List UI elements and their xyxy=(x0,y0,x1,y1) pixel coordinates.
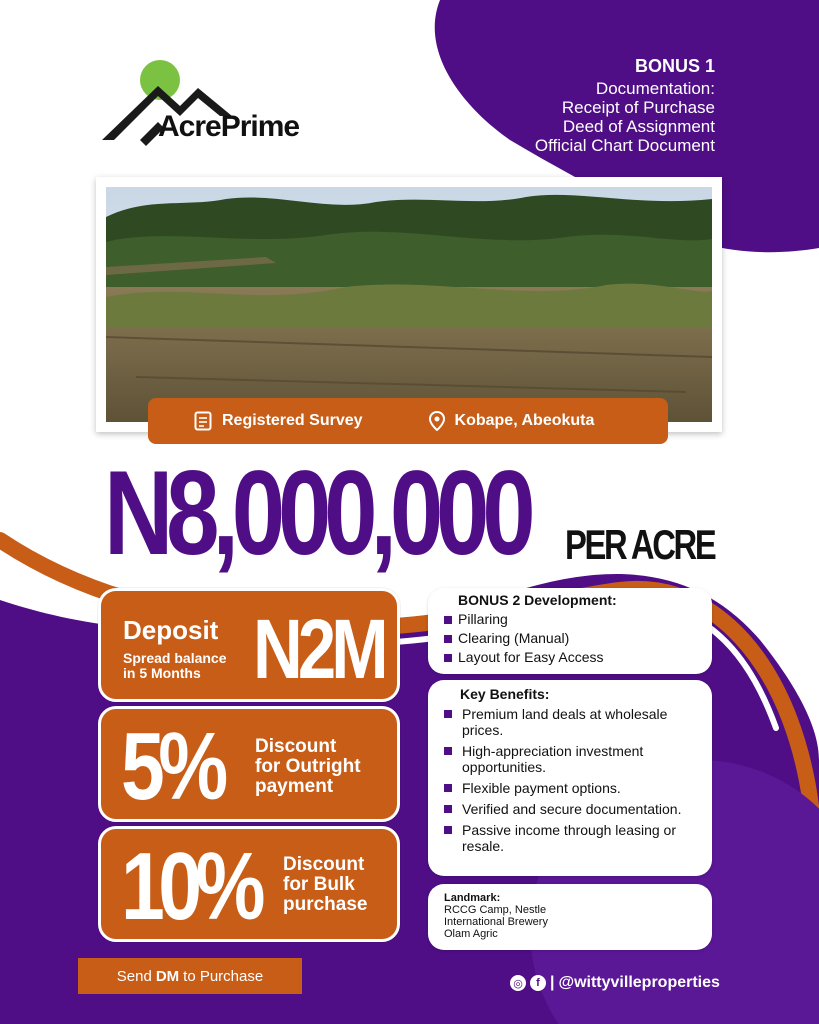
brand-name: AcrePrime xyxy=(158,110,300,143)
price-unit: PER ACRE xyxy=(565,521,715,568)
bullet-square-icon xyxy=(444,784,452,792)
list-item-text: Flexible payment options. xyxy=(462,780,621,796)
cta-bold: DM xyxy=(155,967,180,985)
deposit-label: Deposit xyxy=(123,615,219,645)
list-item xyxy=(444,706,702,738)
bonus1-line: Deed of Assignment xyxy=(562,117,715,136)
location-label: Kobape, Abeokuta xyxy=(454,412,595,429)
social-handle[interactable]: @wittyvilleproperties xyxy=(558,974,720,991)
landmark-card xyxy=(428,884,712,950)
list-item xyxy=(444,648,702,667)
bonus1-line: Receipt of Purchase xyxy=(561,98,715,117)
discount-line: purchase xyxy=(283,894,368,915)
deposit-note xyxy=(123,651,227,681)
deposit-note-line: in 5 Months xyxy=(123,665,201,681)
discount-description xyxy=(255,737,361,797)
cta-prefix: Send xyxy=(116,967,152,985)
outright-discount-box xyxy=(98,706,400,822)
discount-line: for Bulk xyxy=(283,874,355,895)
key-benefits-title: Key Benefits: xyxy=(460,686,550,702)
land-photo xyxy=(106,187,712,422)
social-separator: | xyxy=(550,974,555,991)
document-icon xyxy=(194,411,212,431)
list-item-text: Layout for Easy Access xyxy=(458,649,604,665)
list-item xyxy=(444,822,702,854)
deposit-amount: N2M xyxy=(253,602,384,696)
bonus1-line: Official Chart Document xyxy=(534,136,715,155)
location-pin-icon xyxy=(429,411,445,431)
list-item xyxy=(444,743,702,775)
discount-line: payment xyxy=(255,776,334,797)
list-item-text: High-appreciation investment opportunities. xyxy=(462,743,644,775)
landmark-title: Landmark: xyxy=(444,892,501,904)
discount-line: Discount xyxy=(255,736,337,757)
discount-description xyxy=(283,855,367,915)
survey-item xyxy=(194,411,363,431)
discount-line: for Outright xyxy=(255,756,361,777)
cta-suffix: to Purchase xyxy=(183,967,264,985)
list-item xyxy=(444,610,702,629)
survey-label: Registered Survey xyxy=(222,412,363,429)
bullet-square-icon xyxy=(444,635,452,643)
list-item-text: Pillaring xyxy=(458,611,508,627)
bonus1-title: BONUS 1 xyxy=(634,56,715,76)
discount-percent: 5% xyxy=(121,713,222,820)
bulk-discount-box xyxy=(98,826,400,942)
list-item-text: Premium land deals at wholesale prices. xyxy=(462,706,668,738)
discount-percent: 10% xyxy=(121,833,259,940)
list-item-text: Clearing (Manual) xyxy=(458,630,570,646)
bullet-square-icon xyxy=(444,747,452,755)
list-item-text: Passive income through leasing or resale. xyxy=(462,822,677,854)
brand-logo xyxy=(100,58,320,148)
landmark-line: International Brewery xyxy=(444,916,548,928)
social-handle-row xyxy=(510,974,720,992)
bonus1-block xyxy=(535,56,715,155)
bullet-square-icon xyxy=(444,826,452,834)
facebook-icon[interactable]: f xyxy=(530,975,546,991)
bonus2-card xyxy=(428,588,712,674)
list-item xyxy=(444,780,702,796)
deposit-box xyxy=(98,588,400,702)
key-benefits-card xyxy=(428,680,712,876)
bullet-square-icon xyxy=(444,616,452,624)
landmark-line: RCCG Camp, Nestle xyxy=(444,904,547,916)
location-item xyxy=(429,411,595,431)
price-amount: N8,000,000 xyxy=(104,446,529,580)
send-dm-button[interactable] xyxy=(78,958,302,994)
discount-line: Discount xyxy=(283,854,365,875)
deposit-note-line: Spread balance xyxy=(123,650,227,666)
info-bar xyxy=(148,398,668,444)
bonus1-line: Documentation: xyxy=(595,79,715,98)
bullet-square-icon xyxy=(444,805,452,813)
landmark-line: Olam Agric xyxy=(444,928,498,940)
land-photo-frame xyxy=(96,177,722,432)
instagram-icon[interactable]: ◎ xyxy=(510,975,526,991)
list-item-text: Verified and secure documentation. xyxy=(462,801,682,817)
bonus2-title: BONUS 2 Development: xyxy=(458,592,617,608)
list-item xyxy=(444,801,702,817)
bullet-square-icon xyxy=(444,710,452,718)
bullet-square-icon xyxy=(444,654,452,662)
list-item xyxy=(444,629,702,648)
